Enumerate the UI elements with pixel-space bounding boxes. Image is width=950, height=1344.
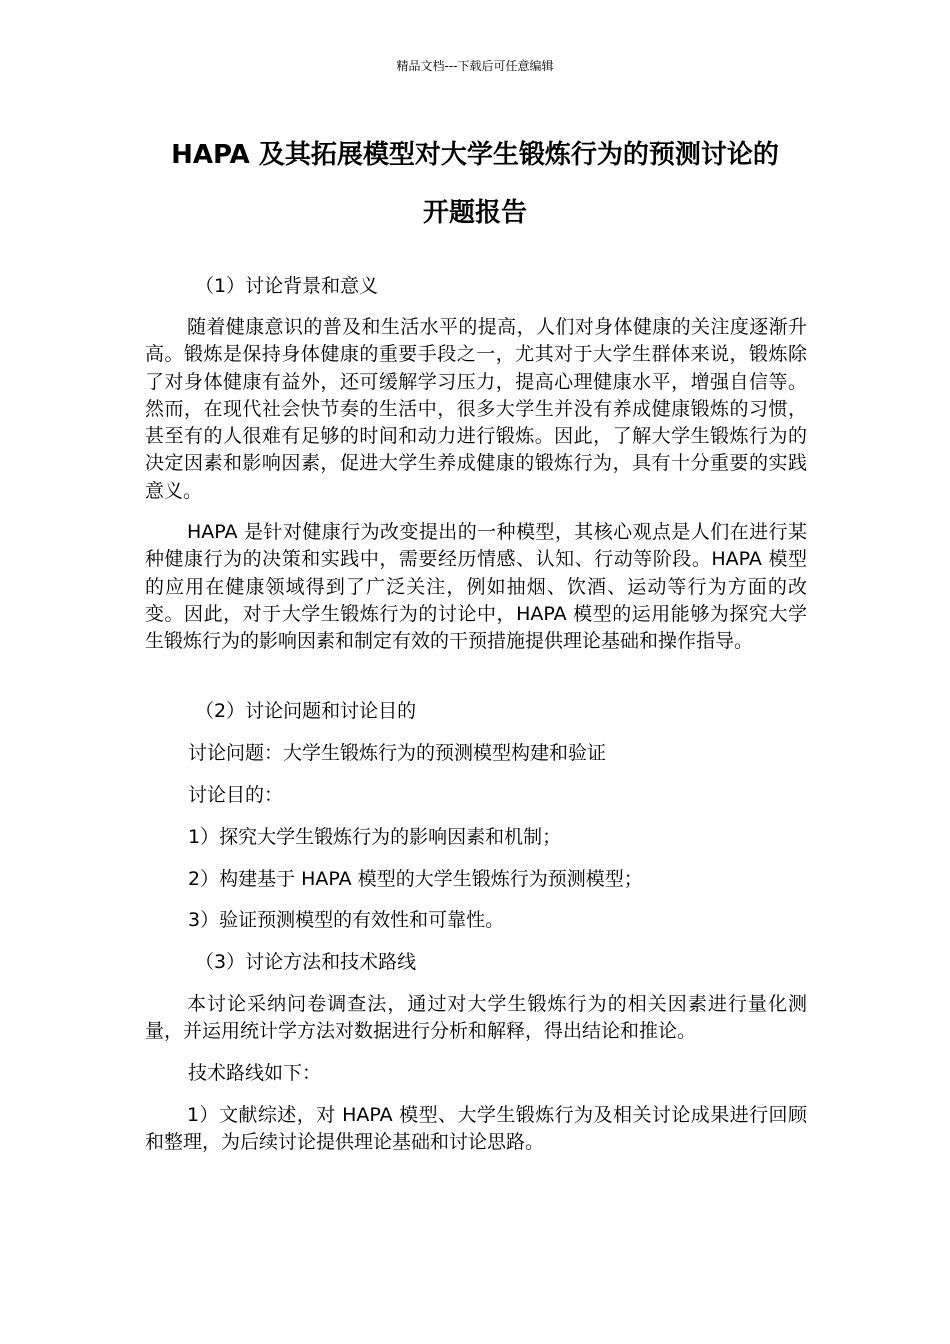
document-title-line-1: HAPA 及其拓展模型对大学生锻炼行为的预测讨论的	[171, 140, 779, 170]
section-2-goal-item-2: 2）构建基于 HAPA 模型的大学生锻炼行为预测模型；	[188, 868, 643, 890]
section-2-goal-item-1: 1）探究大学生锻炼行为的影响因素和机制；	[188, 826, 562, 848]
section-3-heading: （3）讨论方法和技术路线	[195, 951, 417, 973]
section-2-goal-item-3: 3）验证预测模型的有效性和可靠性。	[188, 909, 505, 931]
section-1-paragraph-2: HAPA 是针对健康行为改变提出的一种模型，其核心观点是人们在进行某种健康行为的决策和实践中，需要经历情感、认知、行动等阶段。HAPA 模型的应用在健康领域得到了广泛关注，例如抽烟、饮酒、运动等行为方面的改变。因此，对于大学生锻炼行为的讨论中，HAPA 模型的运用能够为探究大学生锻炼行为的影响因素和制定有效的干预措施提供理论基础和操作指导。	[145, 521, 807, 653]
section-3-paragraph-1: 本讨论采纳问卷调查法，通过对大学生锻炼行为的相关因素进行量化测量，并运用统计学方法对数据进行分析和解释，得出结论和推论。	[145, 993, 807, 1043]
section-2-goal-label: 讨论目的：	[188, 784, 284, 806]
page-header-note: 精品文档---下载后可任意编辑	[396, 59, 554, 73]
document-title-line-2: 开题报告	[422, 198, 527, 228]
section-1-paragraph-1: 随着健康意识的普及和生活水平的提高，人们对身体健康的关注度逐渐升高。锻炼是保持身体健康的重要手段之一，尤其对于大学生群体来说，锻炼除了对身体健康有益外，还可缓解学习压力，提高心理健康水平，增强自信等。然而，在现代社会快节奏的生活中，很多大学生并没有养成健康锻炼的习惯，甚至有的人很难有足够的时间和动力进行锻炼。因此，了解大学生锻炼行为的决定因素和影响因素，促进大学生养成健康的锻炼行为，具有十分重要的实践意义。	[145, 316, 807, 502]
section-3-route-item-1: 1）文献综述，对 HAPA 模型、大学生锻炼行为及相关讨论成果进行回顾和整理，为后续讨论提供理论基础和讨论思路。	[145, 1104, 807, 1154]
section-3-route-label: 技术路线如下：	[188, 1062, 322, 1084]
section-2-question: 讨论问题：大学生锻炼行为的预测模型构建和验证	[188, 742, 607, 764]
section-2-heading: （2）讨论问题和讨论目的	[195, 700, 417, 722]
section-1-heading: （1）讨论背景和意义	[195, 275, 379, 297]
